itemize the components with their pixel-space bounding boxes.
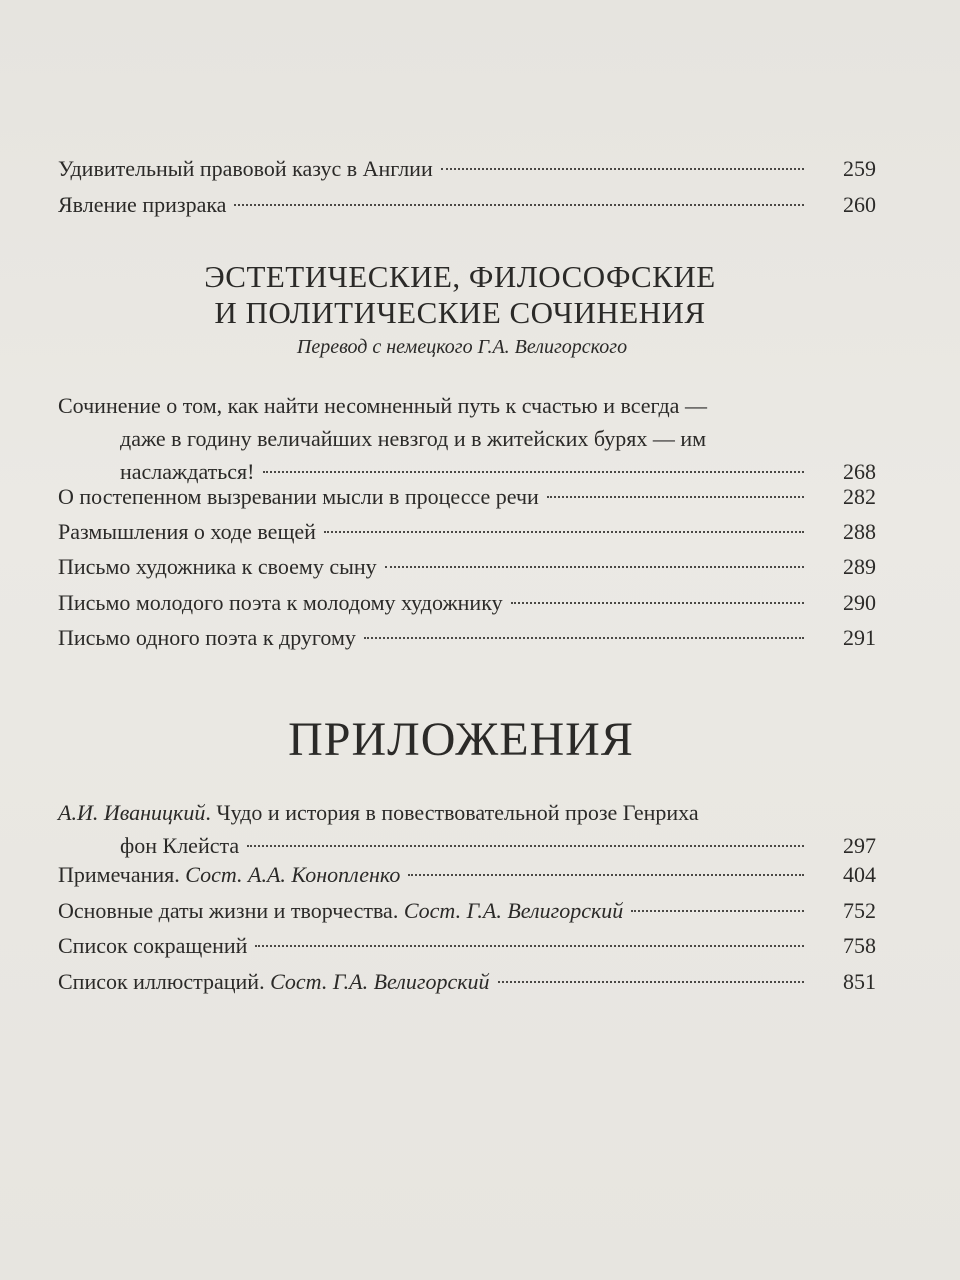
dot-leader	[498, 981, 804, 983]
toc-entry-title-cont: фон Клейста	[120, 833, 240, 858]
toc-entry-title: Список сокращений	[58, 933, 248, 958]
toc-entry-title: Письмо художника к своему сыну	[58, 554, 377, 579]
toc-entry-title: . Чудо и история в повествовательной прозе Генриха	[205, 800, 699, 825]
toc-entry-page: 290	[843, 590, 876, 615]
dot-leader	[263, 471, 805, 473]
dot-leader	[234, 204, 804, 206]
dot-leader	[547, 496, 804, 498]
appendix-heading: ПРИЛОЖЕНИЯ	[288, 713, 634, 766]
toc-entry	[58, 550, 876, 583]
toc-entry-title-cont: наслаждаться!	[120, 459, 255, 484]
dot-leader	[441, 168, 804, 170]
toc-entry-page: 282	[843, 484, 876, 509]
dot-leader	[247, 845, 804, 847]
dot-leader	[408, 874, 804, 876]
dot-leader	[385, 566, 804, 568]
toc-entry	[58, 858, 876, 891]
toc-entry-author: А.И. Иваницкий	[58, 800, 206, 825]
toc-entry-title: Письмо одного поэта к другому	[58, 625, 356, 650]
toc-entry-title: Размышления о ходе вещей	[58, 519, 316, 544]
toc-entry-page: 752	[843, 898, 876, 923]
toc-entry-page: 851	[843, 969, 876, 994]
toc-entry-title: Основные даты жизни и творчества.	[58, 898, 404, 923]
toc-entry-page: 404	[843, 862, 876, 887]
toc-entry	[58, 621, 876, 654]
section-heading-line1: ЭСТЕТИЧЕСКИЕ, ФИЛОСОФСКИЕ	[204, 259, 716, 294]
toc-entry-title: Список иллюстраций.	[58, 969, 271, 994]
section-subtitle: Перевод с немецкого Г.А. Велигорского	[296, 336, 628, 358]
dot-leader	[631, 910, 804, 912]
toc-entry	[58, 894, 876, 927]
toc-entry-title: Удивительный правовой казус в Англии	[58, 156, 433, 181]
toc-entry-page: 260	[843, 192, 876, 217]
toc-entry-compiler: Сост. Г.А. Велигорский	[270, 969, 490, 994]
toc-entry-title: Письмо молодого поэта к молодому художнику	[58, 590, 503, 615]
toc-entry-title: Явление призрака	[58, 192, 227, 217]
toc-entry	[58, 480, 876, 513]
toc-entry-title: Примечания.	[58, 862, 186, 887]
dot-leader	[255, 945, 804, 947]
toc-entry	[58, 389, 876, 488]
section-heading-line2: И ПОЛИТИЧЕСКИЕ СОЧИНЕНИЯ	[214, 295, 706, 330]
toc-entry-page: 268	[843, 459, 876, 484]
dot-leader	[511, 602, 804, 604]
toc-entry-page: 289	[843, 554, 876, 579]
toc-entry	[58, 188, 876, 221]
toc-entry-title-cont: даже в годину величайших невзгод и в житейских бурях — им	[120, 426, 707, 451]
toc-entry-title: О постепенном вызревании мысли в процессе речи	[58, 484, 539, 509]
toc-entry	[58, 152, 876, 185]
toc-entry	[58, 515, 876, 548]
dot-leader	[364, 637, 804, 639]
toc-entry-compiler: Сост. А.А. Конопленко	[185, 862, 401, 887]
toc-entry-compiler: Сост. Г.А. Велигорский	[403, 898, 624, 923]
dot-leader	[324, 531, 804, 533]
toc-entry-page: 758	[843, 933, 876, 958]
toc-entry	[58, 929, 876, 962]
toc-entry	[58, 796, 876, 862]
toc-entry-page: 288	[843, 519, 876, 544]
toc-entry-title: Сочинение о том, как найти несомненный путь к счастью и всегда —	[58, 393, 707, 418]
toc-entry	[58, 586, 876, 619]
toc-entry-page: 291	[843, 625, 876, 650]
toc-entry	[58, 965, 876, 998]
toc-entry-page: 259	[843, 156, 876, 181]
toc-entry-page: 297	[843, 833, 876, 858]
